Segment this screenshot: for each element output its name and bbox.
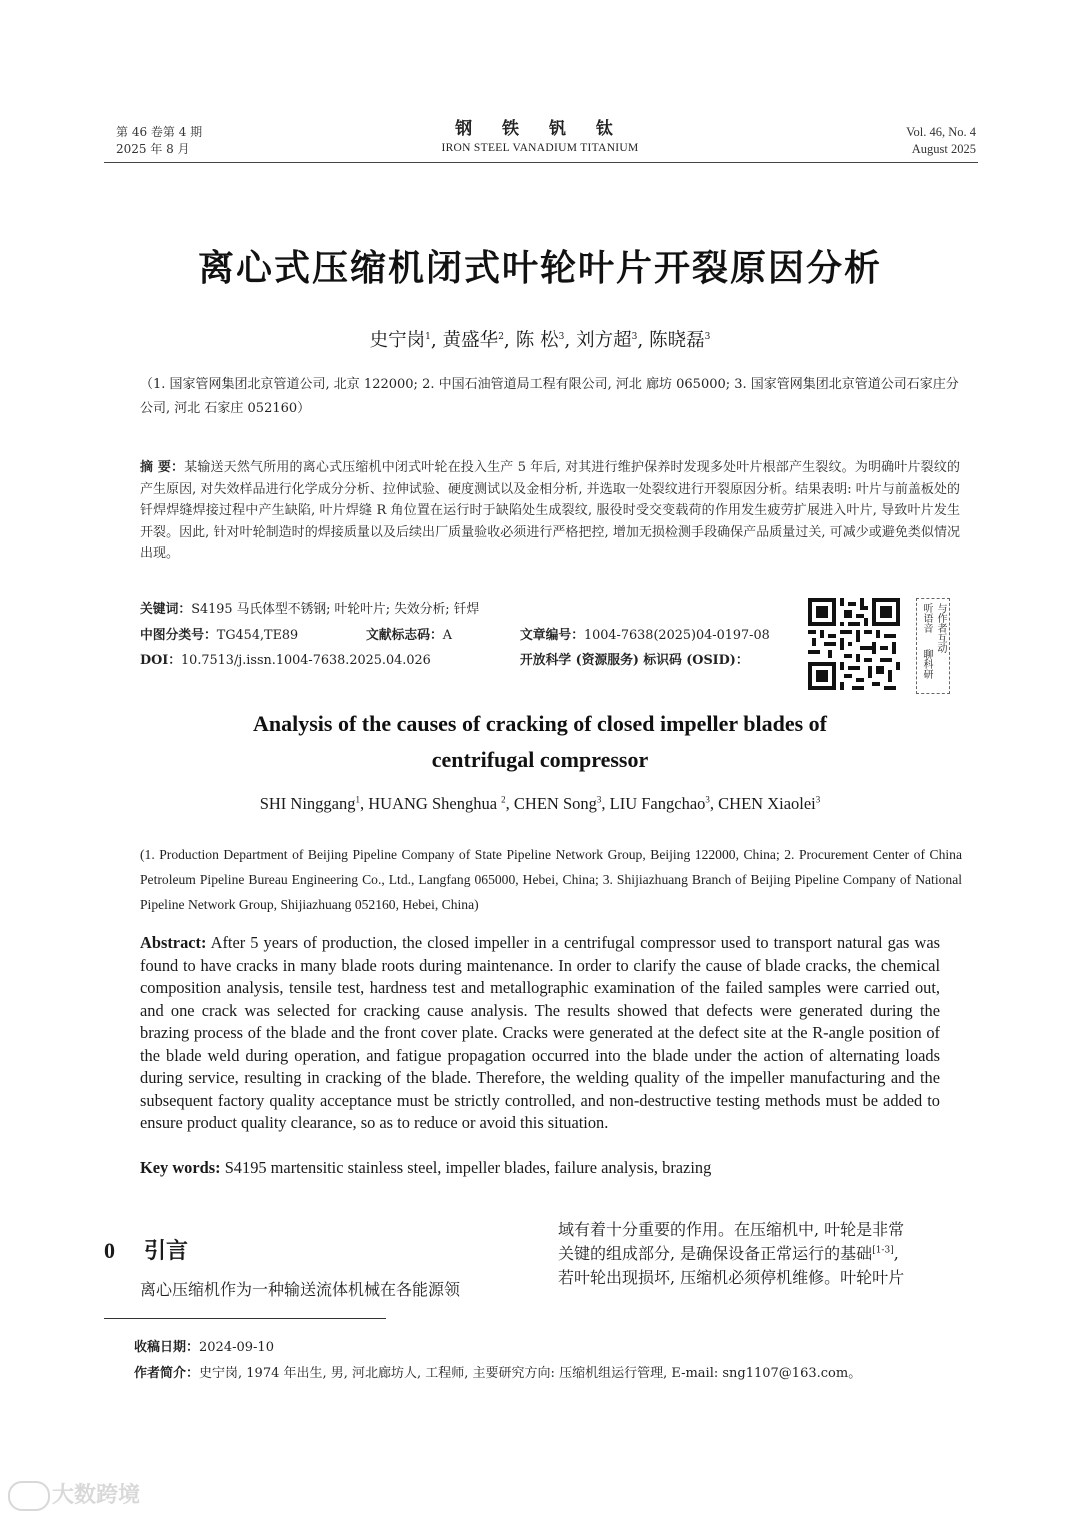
affiliation-en: (1. Production Department of Beijing Pipeline Company of State Pipeline Network Group, Beijing 122000, China; 2. Procurement Center of China Petroleum Pipeline Bureau Engineering Co., Ltd., Langfang 065000, Hebei, China; 3. Shijiazhuang Branch of Beijing Pipeline Company of National Pipeline Network Group, Shijiazhuang 052160, Hebei, China) (140, 847, 962, 912)
journal-name-en: IRON STEEL VANADIUM TITANIUM (441, 142, 639, 154)
issue-volume-en: Vol. 46, No. 4 (906, 125, 976, 139)
osid-listen-label: 听语音 (921, 603, 932, 633)
abstract-cn-label: 摘 要： (140, 460, 185, 475)
section-number: 0 (104, 1238, 115, 1263)
section-title: 引言 (144, 1239, 189, 1264)
doi: DOI：10.7513/j.issn.1004-7638.2025.04.026 (140, 653, 431, 668)
citation[interactable]: [1-3] (872, 1245, 894, 1256)
keywords-en: Key words: S4195 martensitic stainless steel, impeller blades, failure analysis, brazing (140, 1158, 712, 1177)
qr-code[interactable] (808, 598, 900, 690)
author-cn: 黄盛华 (442, 330, 499, 351)
abstract-en (140, 932, 940, 1135)
osid-label: 开放科学 (资源服务) 标识码 (OSID)： (520, 653, 749, 668)
osid-chat-label: 聊科研 (921, 649, 932, 679)
affiliation-cn: （1. 国家管网集团北京管道公司, 北京 122000; 2. 中国石油管道局工程有限公司, 河北 廊坊 065000; 3. 国家管网集团北京管道公司石家庄分公司, 河北 石家庄 052160） (140, 377, 959, 416)
author-bio: 作者简介：史宁岗, 1974 年出生, 男, 河北廊坊人, 工程师, 主要研究方向: 压缩机组运行管理, E-mail: sng1107@163.com。 (134, 1366, 862, 1381)
document-code: 文献标志码：A (366, 628, 453, 643)
article-number: 文章编号：1004-7638(2025)04-0197-08 (520, 628, 770, 643)
body-text-left: 离心压缩机作为一种输送流体机械在各能源领 (140, 1280, 461, 1299)
abstract-cn-text: 某输送天然气所用的离心式压缩机中闭式叶轮在投入生产 5 年后, 对其进行维护保养时发现多处叶片根部产生裂纹。为明确叶片裂纹的产生原因, 对失效样品进行化学成分分析、拉伸试验、硬度测试以及金相分析, 并选取一处裂纹进行开裂原因分析。结果表明: 叶片与前盖板处的钎焊焊缝焊接过程中产生缺陷, 叶片焊缝 R 角位置在运行时于缺陷处生成裂纹, 服役时受交变载荷的作用发生疲劳扩展进入叶片, 导致叶片发生开裂。因此, 针对叶轮制造时的焊接质量以及后续出厂质量验收必须进行严格把控, 增加无损检测手段确保产品质量过关, 可减少或避免类似情况出现。 (140, 460, 960, 562)
journal-name-cn: 钢 铁 钒 钛 (455, 119, 625, 139)
watermark: 大数跨境 (8, 1478, 140, 1511)
osid-interact-label: 与作者互动 (935, 603, 946, 653)
keywords-cn: 关键词：S4195 马氏体型不锈钢; 叶轮叶片; 失效分析; 钎焊 (140, 602, 480, 617)
title-en-line1: Analysis of the causes of cracking of closed impeller blades of (252, 711, 827, 736)
body-text-right: 域有着十分重要的作用。在压缩机中, 叶轮是非常 关键的组成部分, 是确保设备正常运行的基础[1-3], 若叶轮出现损坏, 压缩机必须停机维修。叶轮叶片 (558, 1220, 905, 1287)
issue-date-cn: 2025 年 8 月 (116, 142, 190, 156)
footnote-rule (104, 1318, 386, 1319)
authors-en: SHI Ninggang$^1$, HUANG Shenghua $^2$, CHEN Song$^3$, LIU Fangchao$^3$, CHEN Xiaolei$^3$ (259, 794, 821, 813)
authors-cn: 史宁岗$^1$, 黄盛华$^2$, 陈 松$^3$, 刘方超$^3$, 陈晓磊$^3$ (369, 330, 711, 351)
author-cn: 史宁岗 (369, 330, 426, 351)
title-en (0, 706, 1080, 778)
title-cn: 离心式压缩机闭式叶轮叶片开裂原因分析 (197, 248, 882, 289)
clc-number: 中图分类号：TG454,TE89 (140, 628, 299, 643)
watermark-logo-icon (8, 1481, 50, 1511)
title-en-line2: centrifugal compressor (431, 747, 649, 772)
author-cn: 陈 松 (515, 330, 559, 351)
section-heading (104, 1234, 188, 1265)
header-rule (104, 162, 978, 163)
author-cn: 刘方超 (576, 330, 632, 351)
abstract-en-text: After 5 years of production, the closed impeller in a centrifugal compressor used to transport natural gas was found to have cracks in many blade roots during maintenance. In order to clarify the cause of blade cracks, the chemical composition analysis, tensile test, hardness test and metallographic examination of the failed samples were carried out, and one crack was selected for cracking cause analysis. The results showed that defects were generated during the brazing process of the blade and the front cover plate. Cracks were generated at the defect site at the R-angle position of the blade weld during operation, and fatigue propagation occurred into the blade under the action of alternating loads during service, resulting in cracking of the blade. Therefore, the welding quality of the impeller manufacturing and the subsequent factory quality acceptance must be strictly controlled, and non-destructive testing methods must be added to ensure product quality clearance, so as to reduce or avoid this situation. (140, 933, 940, 1132)
issue-date-en: August 2025 (911, 142, 976, 156)
issue-volume-cn: 第 46 卷第 4 期 (116, 125, 203, 139)
received-date: 收稿日期：2024-09-10 (134, 1340, 274, 1355)
osid-service-box[interactable] (916, 598, 950, 694)
abstract-cn (140, 457, 960, 565)
issue-info-en (906, 124, 976, 158)
abstract-en-label: Abstract: (140, 933, 207, 952)
author-cn: 陈晓磊 (649, 330, 705, 351)
